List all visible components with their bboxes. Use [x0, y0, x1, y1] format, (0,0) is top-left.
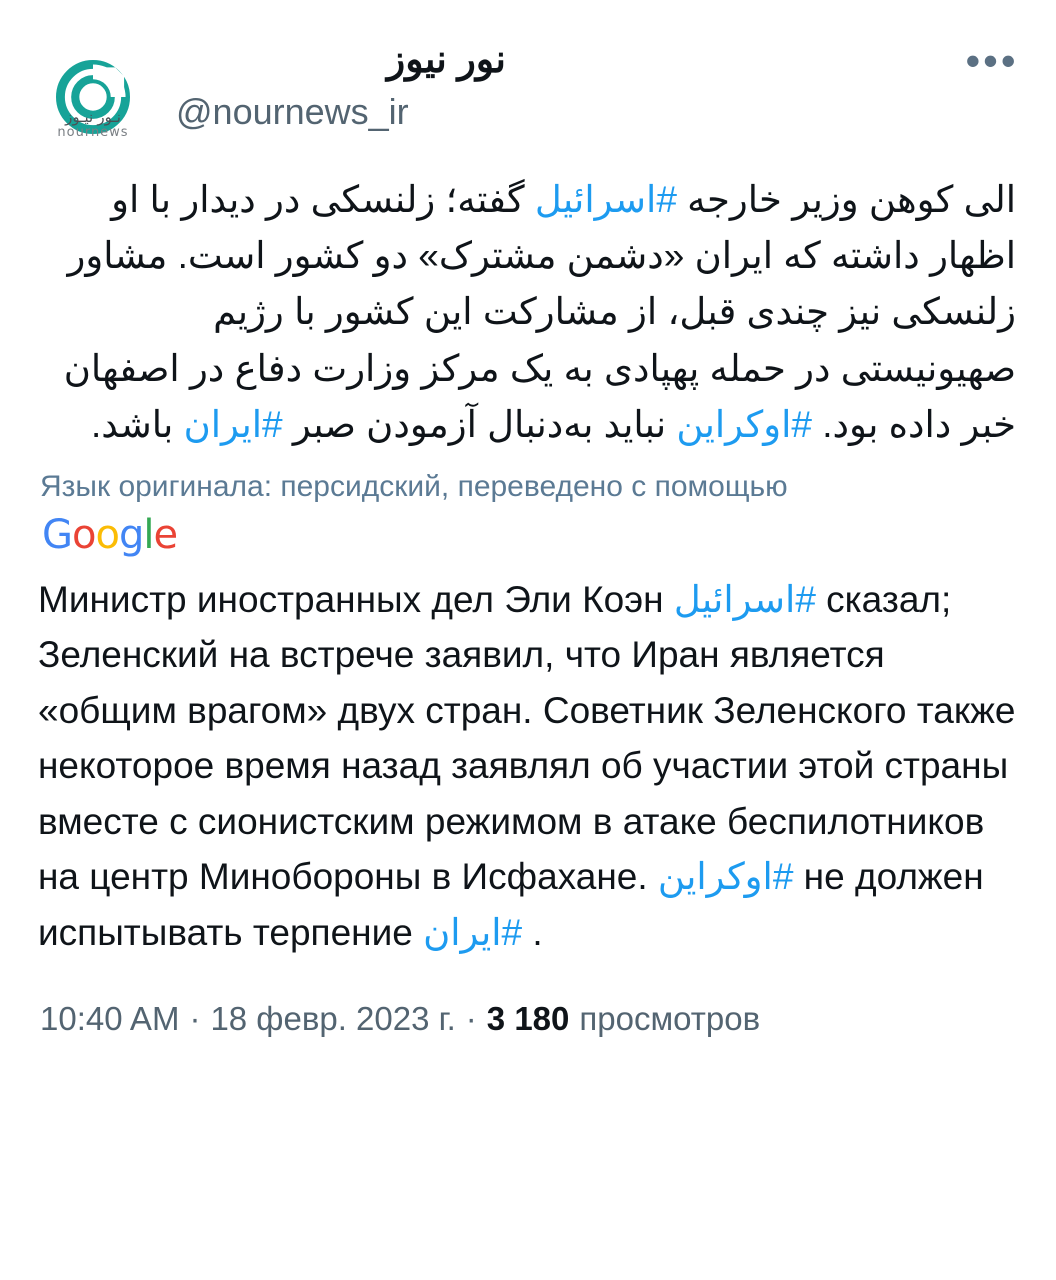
original-segment-2: گفته؛ زلنسکی در دیدار با او اظهار داشته که ایران «دشمن مشترک» دو کشور است. مشاور زلنسکی نیز چندی قبل، از مشارکت این کشور با رژیم صهیونیستی در حمله پهپادی به یک مرکز وزارت دفاع در اصفهان خبر داده بود. [63, 179, 1016, 445]
translation-note: Язык оригинала: персидский, переведено с помощью [40, 470, 788, 504]
hashtag-israel-original[interactable]: #اسرائیل [534, 179, 677, 220]
translated-segment-1: Министр иностранных дел Эли Коэн [38, 578, 674, 620]
avatar-logo-text: nournews [57, 125, 129, 140]
more-options-icon[interactable]: ••• [965, 37, 1019, 84]
tweet-time: 10:40 AM [40, 1000, 180, 1038]
tweet-footer [34, 984, 1022, 1066]
tweet-original-text [34, 172, 1022, 453]
hashtag-iran-translated[interactable]: #ایران [423, 911, 523, 953]
hashtag-iran-original[interactable]: #ایران [183, 403, 283, 445]
google-logo [38, 512, 1022, 558]
google-letter-o2: o [95, 511, 119, 558]
google-letter-g1: G [42, 511, 72, 558]
translated-segment-3: не должен испытывать терпение [38, 856, 984, 953]
hashtag-israel-translated[interactable]: #اسرائیل [673, 578, 816, 620]
google-letter-e: e [153, 511, 178, 558]
google-letter-o1: o [72, 511, 96, 558]
footer-separator-1: · [189, 1000, 201, 1038]
footer-separator-2: · [465, 1000, 477, 1038]
account-names [176, 24, 938, 133]
hashtag-ukraine-original[interactable]: #اوکراین [676, 403, 812, 445]
avatar-logo-text-fa: نـور نیـوز [65, 109, 121, 126]
tweet-date: 18 февр. 2023 г. [210, 1000, 456, 1038]
tweet-header [34, 24, 1022, 142]
translated-segment-2: сказал; Зеленский на встрече заявил, что Иран является «общим врагом» двух стран. Советник Зеленского также некоторое время назад заявлял об участии этой страны вместе с сионистским режимом в атаке беспилотников на центр Минобороны в Исфахане. [38, 578, 1016, 898]
views-label: просмотров [579, 1000, 761, 1038]
hashtag-ukraine-translated[interactable]: #اوکراین [657, 856, 794, 898]
original-segment-3: نباید به‌دنبال آزمودن صبر [282, 403, 677, 445]
original-segment-1: الی کوهن وزیر خارجه [676, 179, 1016, 220]
avatar[interactable] [34, 24, 152, 142]
account-handle[interactable]: @nournews_ir [176, 90, 409, 132]
tweet-translated-text [34, 572, 1022, 961]
translated-segment-4: . [522, 911, 543, 953]
google-letter-l: l [143, 511, 154, 558]
google-letter-g2: g [118, 511, 144, 558]
account-display-name[interactable]: نور نيوز [386, 39, 506, 81]
views-count: 3 180 [486, 1000, 570, 1038]
original-segment-4: باشد. [91, 403, 184, 445]
